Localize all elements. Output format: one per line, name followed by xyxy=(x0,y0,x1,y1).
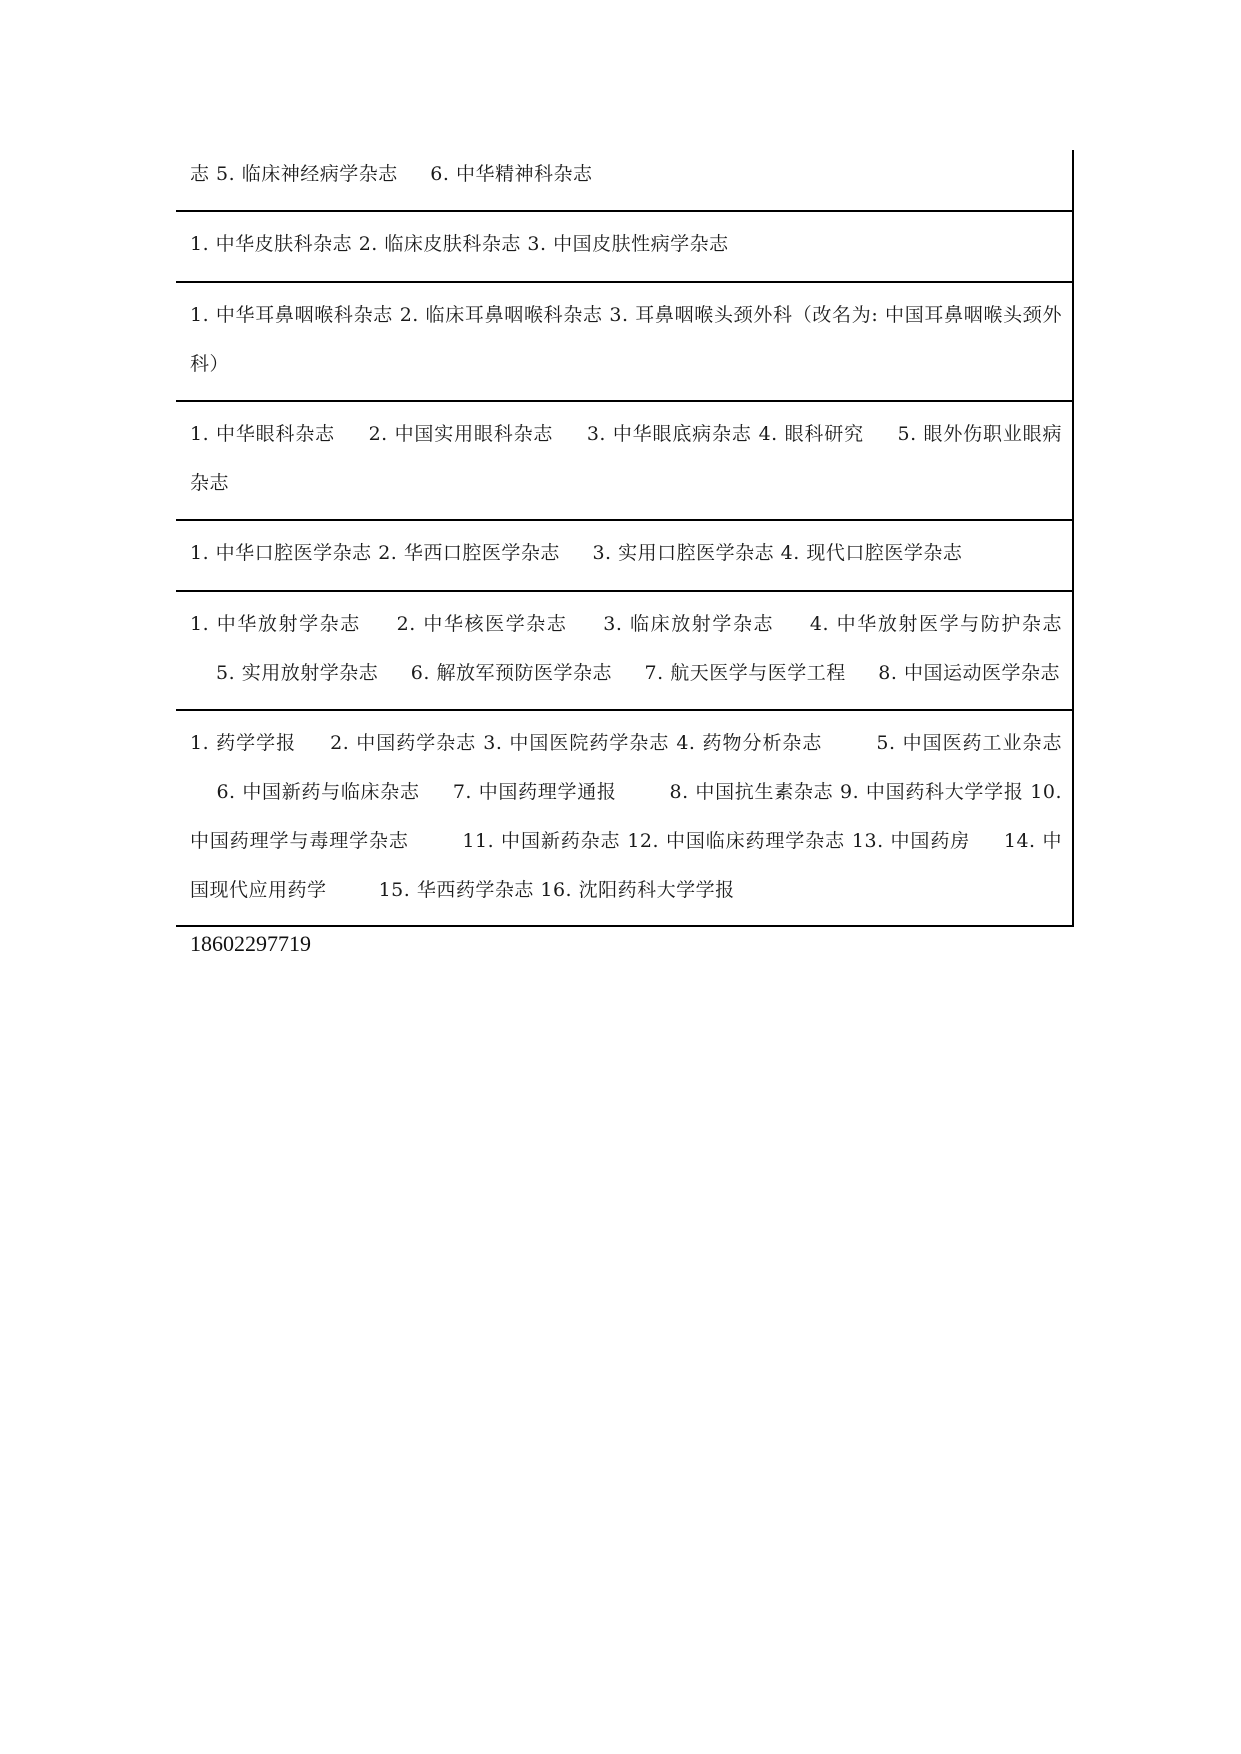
phone-number: 18602297719 xyxy=(190,931,311,956)
table-row: 1. 中华放射学杂志 2. 中华核医学杂志 3. 临床放射学杂志 4. 中华放射医学与防护杂志 5. 实用放射学杂志 6. 解放军预防医学杂志 7. 航天医学与医学工程 8. 中国运动医学杂志 xyxy=(176,592,1072,711)
table-row: 1. 中华耳鼻咽喉科杂志 2. 临床耳鼻咽喉科杂志 3. 耳鼻咽喉头颈外科（改名为: 中国耳鼻咽喉头颈外科） xyxy=(176,283,1072,402)
table-row: 1. 中华眼科杂志 2. 中国实用眼科杂志 3. 中华眼底病杂志 4. 眼科研究 5. 眼外伤职业眼病杂志 xyxy=(176,402,1072,521)
table-row: 志 5. 临床神经病学杂志 6. 中华精神科杂志 xyxy=(176,150,1072,212)
table-row: 1. 药学学报 2. 中国药学杂志 3. 中国医院药学杂志 4. 药物分析杂志 5. 中国医药工业杂志 6. 中国新药与临床杂志 7. 中国药理学通报 8. 中国抗生素杂志 9. 中国药科大学学报 10. 中国药理学与毒理学杂志 11. 中国新药杂志 12. 中国临床药理学杂志 13. 中国药房 14. 中国现代应用药学 15. 华西药学杂志 16. 沈阳药科大学学报 xyxy=(176,711,1072,927)
table-row: 1. 中华口腔医学杂志 2. 华西口腔医学杂志 3. 实用口腔医学杂志 4. 现代口腔医学杂志 xyxy=(176,521,1072,592)
table-row: 1. 中华皮肤科杂志 2. 临床皮肤科杂志 3. 中国皮肤性病学杂志 xyxy=(176,212,1072,283)
journal-list-table xyxy=(176,150,1074,927)
